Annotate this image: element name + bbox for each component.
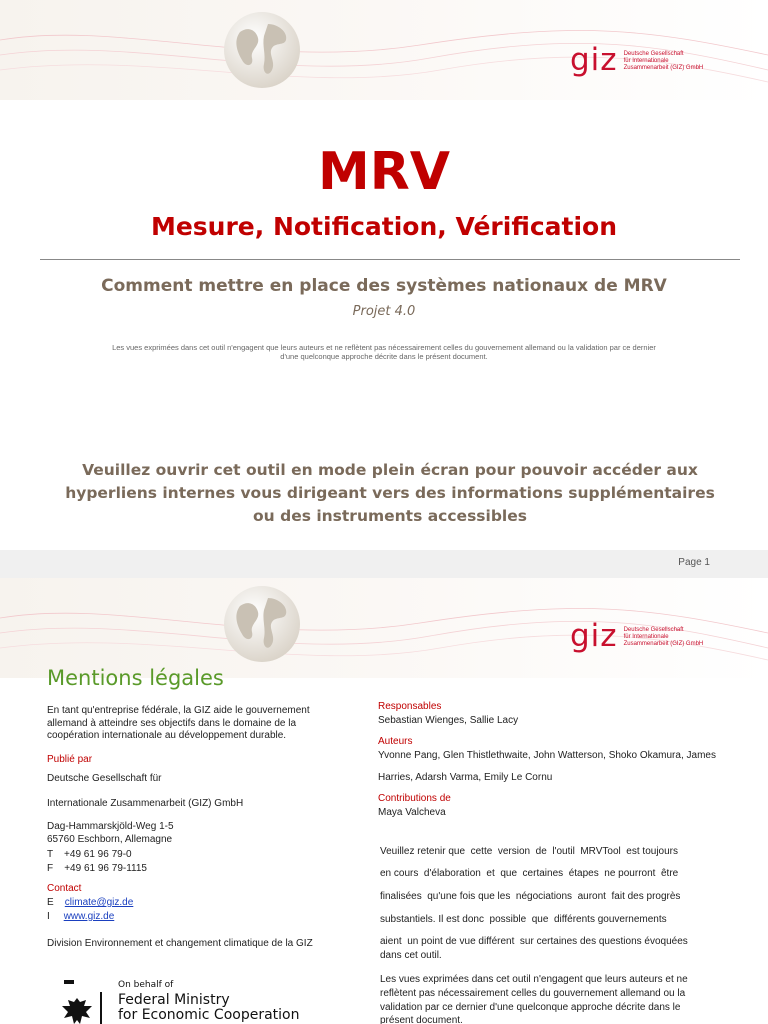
disclaimer-text: Les vues exprimées dans cet outil n'engagent que leurs auteurs et ne reflètent pas nécessairement celles du gouvernement allemand ou la validation par ce dernier d'une quelconque approche décrite dans le présent document. <box>112 343 656 361</box>
document-subtitle: Mesure, Notification, Vérification <box>150 212 618 241</box>
publisher-line-2: Internationale Zusammenarbeit (GIZ) GmbH <box>47 798 244 809</box>
document-page-2 <box>0 578 768 1024</box>
bmz-line-1: Federal Ministry <box>118 992 230 1008</box>
contributions-label: Contributions de <box>378 793 451 804</box>
document-heading: Comment mettre en place des systèmes nationaux de MRV <box>101 276 667 296</box>
auteurs-line-1: Yvonne Pang, Glen Thistlethwaite, John Watterson, Shoko Okamura, James <box>378 750 716 761</box>
globe-icon <box>222 10 302 90</box>
address-line-1: Dag-Hammarskjöld-Weg 1-5 <box>47 821 174 832</box>
website-link[interactable]: www.giz.de <box>63 911 115 922</box>
bmz-line-2: for Economic Cooperation <box>118 1007 300 1023</box>
note-line: substantiels. Il est donc possible que différents gouvernements <box>380 914 667 925</box>
page-gap <box>0 550 768 578</box>
page-number: Page 1 <box>678 557 710 568</box>
contributions-names: Maya Valcheva <box>378 807 446 818</box>
giz-wordmark: giz <box>570 618 618 654</box>
disclaimer-line: validation par ce dernier d'une quelconque approche décrite dans le <box>380 1002 681 1013</box>
note-line: finalisées qu'une fois que les négociations auront fait des progrès <box>380 891 681 902</box>
project-version: Projet 4.0 <box>352 304 416 319</box>
note-line: dans cet outil. <box>380 950 442 961</box>
fullscreen-note: Veuillez ouvrir cet outil en mode plein écran pour pouvoir accéder aux hyperliens internes vous dirigeant vers des informations supplémentaires ou des instruments accessibles <box>65 461 715 525</box>
giz-logo <box>570 618 703 654</box>
responsables-label: Responsables <box>378 701 442 712</box>
responsables-names: Sebastian Wienges, Sallie Lacy <box>378 715 519 726</box>
email-link[interactable]: climate@giz.de <box>64 897 134 908</box>
published-label: Publié par <box>47 754 93 765</box>
fax: F +49 61 96 79-1115 <box>47 863 147 874</box>
giz-intro: En tant qu'entreprise fédérale, la GIZ aide le gouvernement allemand à atteindre ses objectifs dans le domaine de la coopération internationale au développement durable. <box>47 705 310 741</box>
globe-icon <box>222 584 302 664</box>
document-title: MRV <box>317 142 451 202</box>
note-line: Veuillez retenir que cette version de l'outil MRVTool est toujours <box>380 846 678 857</box>
legal-heading: Mentions légales <box>47 666 224 690</box>
note-line: en cours d'élaboration et que certaines étapes ne pourront être <box>380 868 679 879</box>
title-divider <box>40 259 740 260</box>
disclaimer-line: reflètent pas nécessairement celles du gouvernement allemand ou la <box>380 988 686 999</box>
auteurs-label: Auteurs <box>378 736 413 747</box>
division-text: Division Environnement et changement climatique de la GIZ <box>47 938 313 949</box>
web-row: I www.giz.de <box>47 911 115 922</box>
contact-label: Contact <box>47 883 82 894</box>
note-line: aient un point de vue différent sur certaines des questions évoquées <box>380 936 688 947</box>
giz-subline: Deutsche Gesellschaft für Internationale Zusammenarbeit (GIZ) GmbH <box>623 626 704 647</box>
bmz-divider <box>100 992 102 1024</box>
email-row: E climate@giz.de <box>47 897 134 908</box>
bmz-on-behalf: On behalf of <box>118 980 174 990</box>
giz-logo <box>570 42 703 78</box>
disclaimer-line: présent document. <box>380 1015 463 1024</box>
publisher-line-1: Deutsche Gesellschaft für <box>47 773 162 784</box>
giz-subline: Deutsche Gesellschaft für Internationale Zusammenarbeit (GIZ) GmbH <box>623 50 704 71</box>
flag-bar-black <box>64 980 74 984</box>
federal-eagle-icon <box>60 996 94 1024</box>
phone: T +49 61 96 79-0 <box>47 849 132 860</box>
disclaimer-line: Les vues exprimées dans cet outil n'engagent que leurs auteurs et ne <box>380 974 688 985</box>
giz-wordmark: giz <box>570 42 618 78</box>
address-line-2: 65760 Eschborn, Allemagne <box>47 834 173 845</box>
auteurs-line-2: Harries, Adarsh Varma, Emily Le Cornu <box>378 772 553 783</box>
bmz-logo <box>60 980 300 1024</box>
